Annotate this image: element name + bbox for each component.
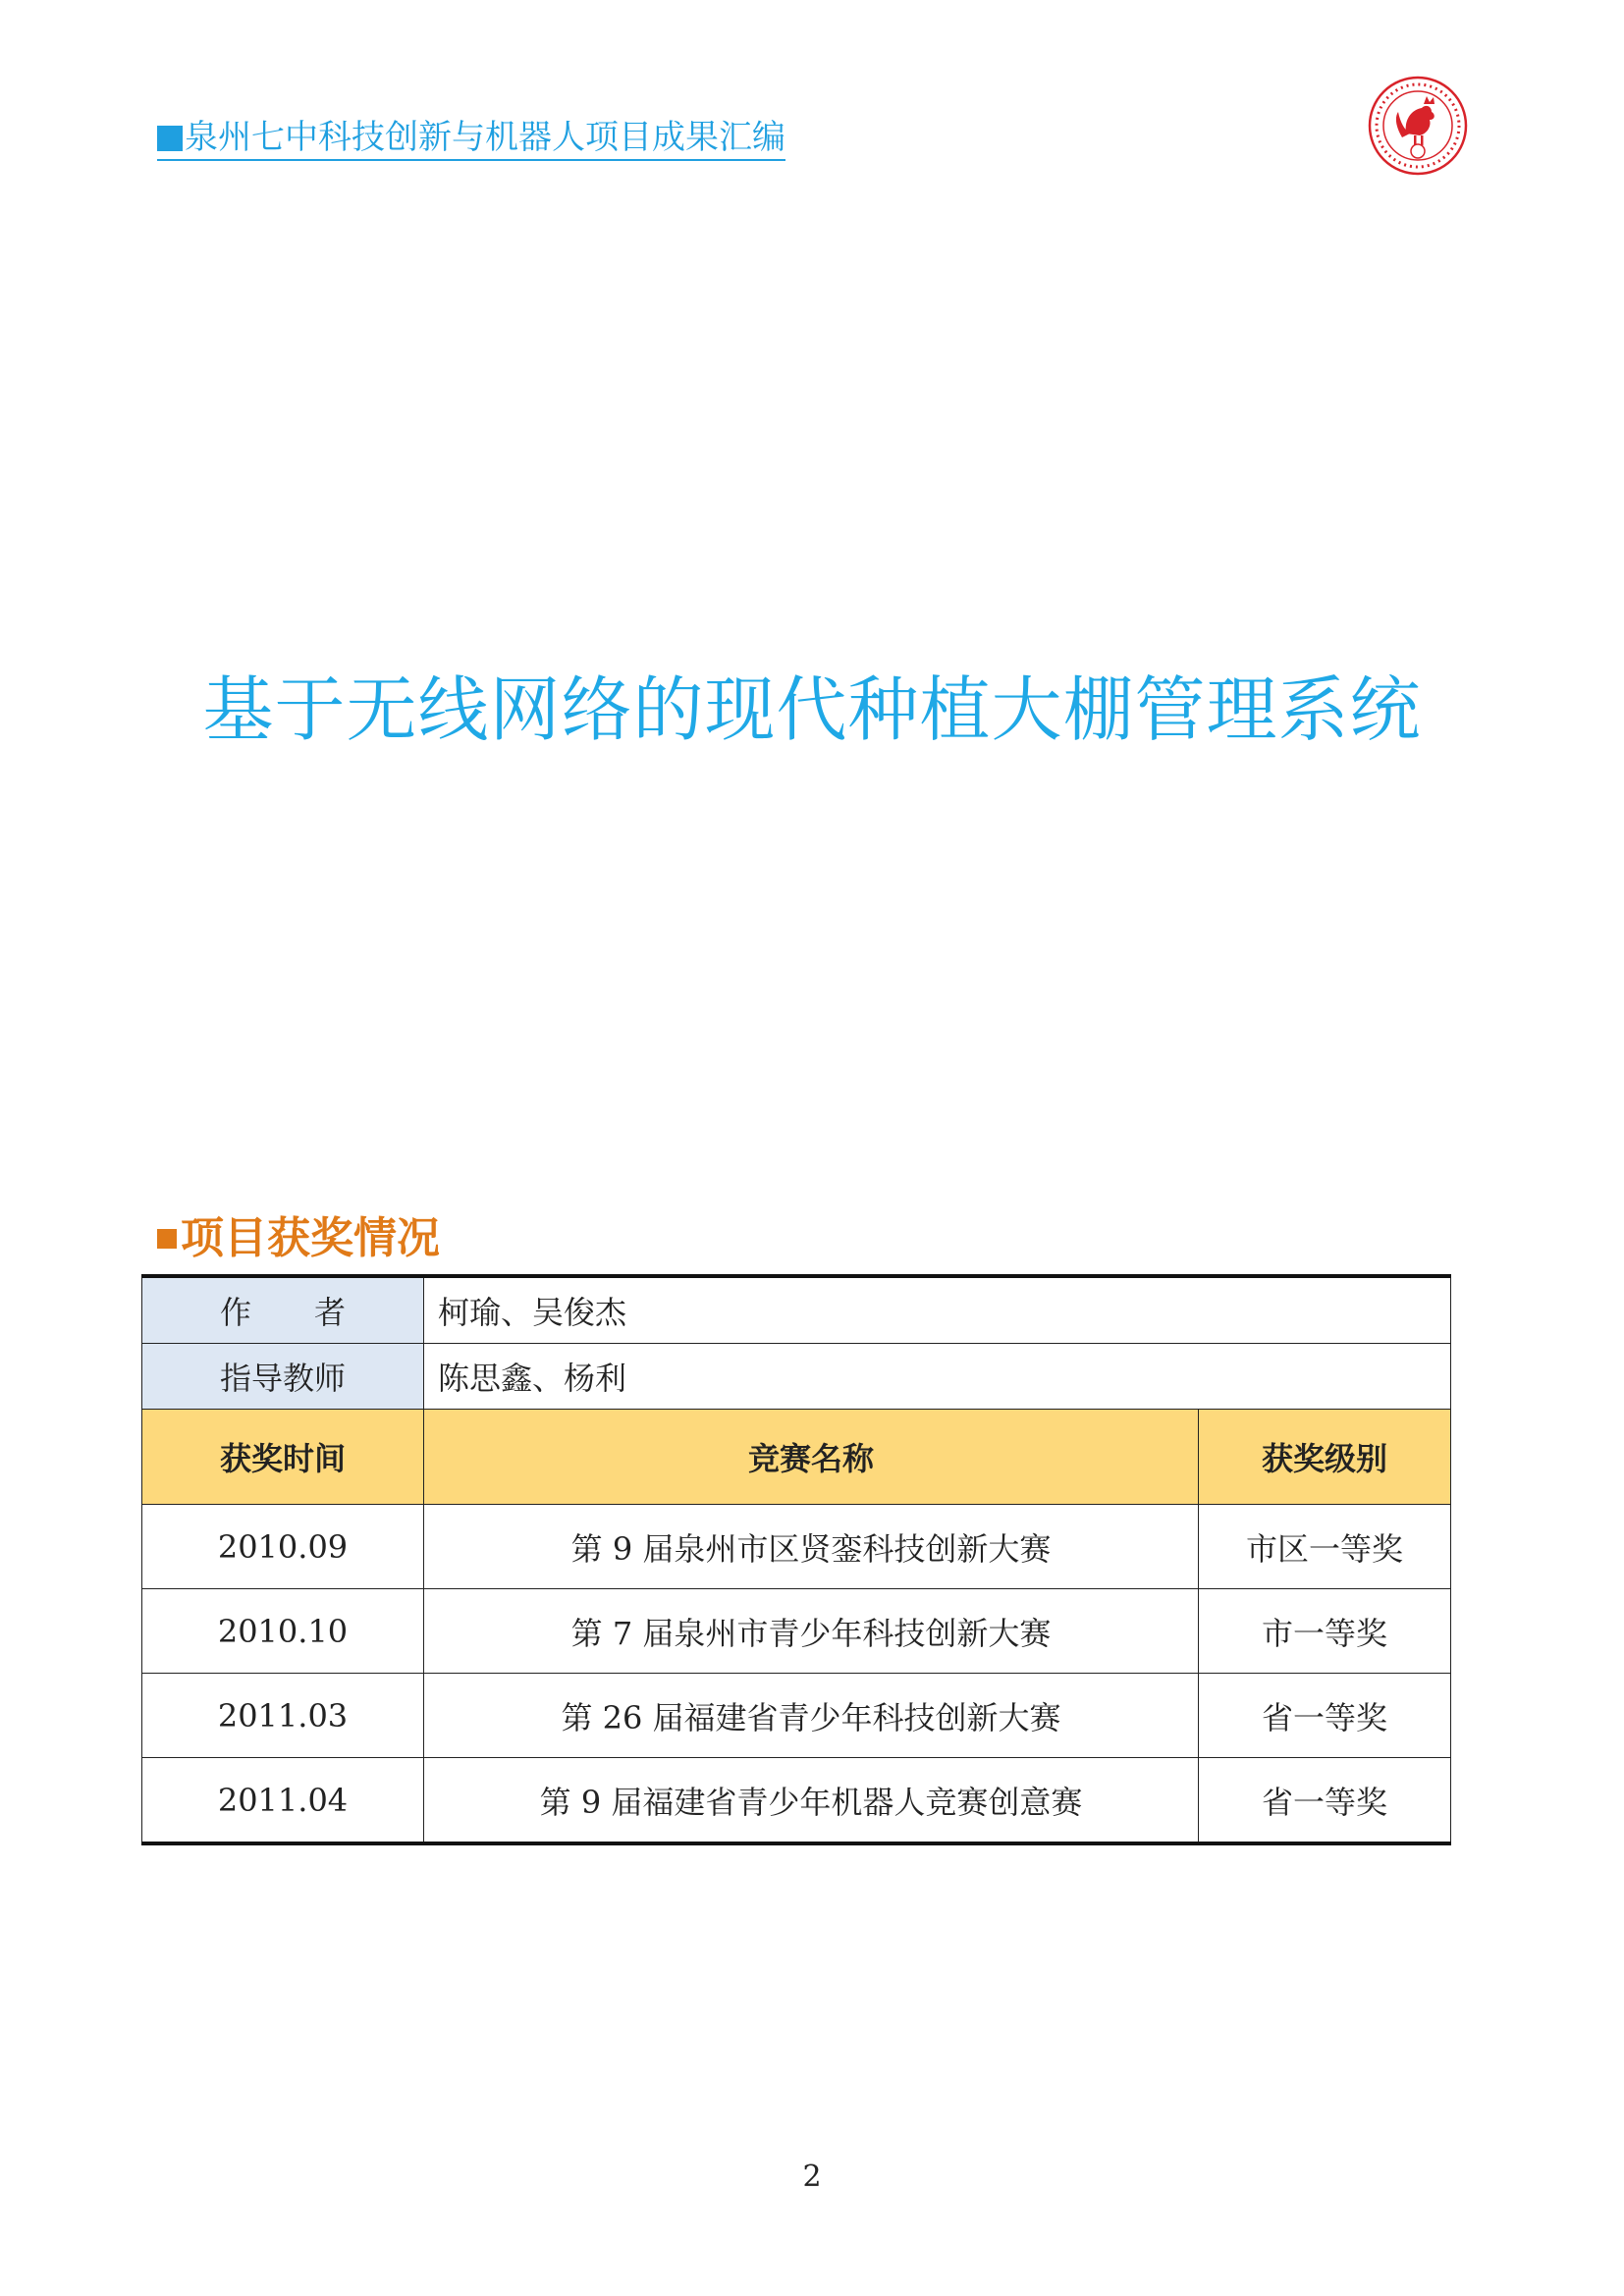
award-competition: 第 26 届福建省青少年科技创新大赛	[424, 1674, 1199, 1758]
teacher-label: 指导教师	[142, 1344, 424, 1410]
document-title: 基于无线网络的现代种植大棚管理系统	[202, 668, 1422, 751]
award-competition: 第 9 届福建省青少年机器人竞赛创意赛	[424, 1758, 1199, 1844]
table-row	[142, 1505, 1451, 1589]
section-heading-text: 项目获奖情况	[181, 1213, 440, 1263]
author-value: 柯瑜、吴俊杰	[424, 1276, 1451, 1344]
award-level: 省一等奖	[1199, 1758, 1451, 1844]
teacher-row	[142, 1344, 1451, 1410]
teacher-value: 陈思鑫、杨利	[424, 1344, 1451, 1410]
section-heading	[157, 1202, 440, 1265]
author-row	[142, 1276, 1451, 1344]
award-competition: 第 7 届泉州市青少年科技创新大赛	[424, 1589, 1199, 1674]
award-level: 省一等奖	[1199, 1674, 1451, 1758]
author-label: 作 者	[142, 1276, 424, 1344]
award-date: 2011.03	[142, 1674, 424, 1758]
award-level: 市一等奖	[1199, 1589, 1451, 1674]
school-emblem-icon	[1367, 75, 1469, 177]
heading-square-icon	[157, 1229, 177, 1249]
award-level: 市区一等奖	[1199, 1505, 1451, 1589]
table-row	[142, 1758, 1451, 1844]
header-competition: 竞赛名称	[424, 1410, 1199, 1505]
award-date: 2010.10	[142, 1589, 424, 1674]
award-date: 2010.09	[142, 1505, 424, 1589]
running-header	[157, 118, 785, 161]
awards-table	[141, 1274, 1451, 1845]
table-header-row	[142, 1410, 1451, 1505]
header-square-icon	[157, 126, 183, 151]
award-competition: 第 9 届泉州市区贤銮科技创新大赛	[424, 1505, 1199, 1589]
header-date: 获奖时间	[142, 1410, 424, 1505]
page-number: 2	[802, 2160, 822, 2194]
award-date: 2011.04	[142, 1758, 424, 1844]
header-level: 获奖级别	[1199, 1410, 1451, 1505]
header-text: 泉州七中科技创新与机器人项目成果汇编	[185, 118, 785, 157]
table-row	[142, 1674, 1451, 1758]
table-row	[142, 1589, 1451, 1674]
